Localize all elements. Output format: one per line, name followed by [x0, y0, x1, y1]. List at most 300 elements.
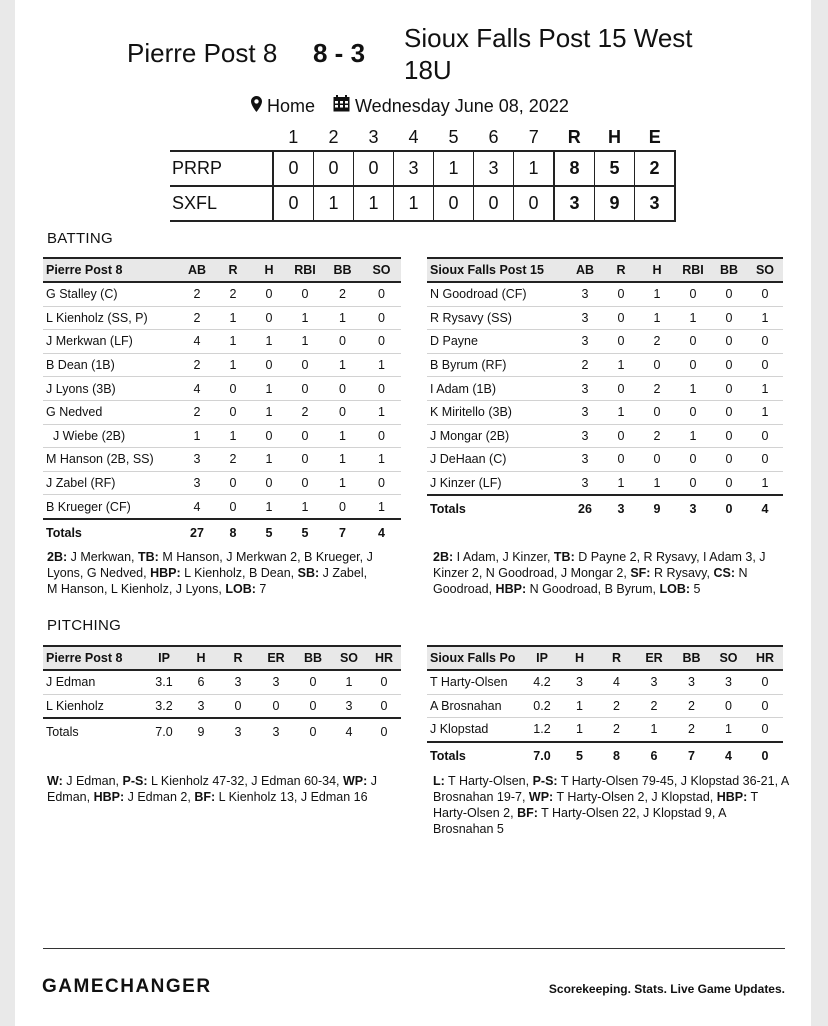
stat-cell: 0: [639, 448, 675, 472]
stat-cell: 3: [257, 670, 295, 694]
player-name: M Hanson (2B, SS): [43, 448, 179, 472]
stat-cell: 0: [747, 670, 783, 694]
stat-cell: 1: [287, 306, 323, 330]
stat-column-header: R: [219, 646, 257, 670]
stat-cell: 1: [747, 306, 783, 330]
note-label: HBP:: [93, 790, 125, 804]
stat-cell: 1: [251, 377, 287, 401]
stat-cell: 1: [747, 471, 783, 495]
stat-cell: 2: [215, 282, 251, 306]
home-batting-notes: [47, 549, 377, 597]
inning-runs: 0: [474, 186, 514, 221]
stat-cell: 3: [567, 400, 603, 424]
stat-cell: 0: [675, 471, 711, 495]
stat-cell: 0: [711, 424, 747, 448]
stat-column-header: BB: [323, 258, 362, 282]
stat-cell: 0: [323, 377, 362, 401]
stat-column-header: BB: [673, 646, 710, 670]
stat-cell: 1: [635, 718, 673, 742]
total-cell: 5: [561, 742, 598, 769]
stat-cell: 0: [251, 471, 287, 495]
stat-cell: 0: [323, 400, 362, 424]
note-text: J Edman 2,: [124, 790, 195, 804]
box-score-sheet: [15, 0, 811, 1026]
stat-cell: 0: [710, 694, 747, 718]
player-row: [427, 330, 783, 354]
total-cell: 27: [179, 519, 215, 546]
stat-cell: 1: [675, 424, 711, 448]
note-label: TB:: [138, 550, 159, 564]
stat-cell: 1: [331, 670, 367, 694]
stat-cell: 1: [747, 377, 783, 401]
team-column-header: Sioux Falls Po: [427, 646, 523, 670]
player-row: [43, 448, 401, 472]
line-score-header: 6: [488, 126, 499, 147]
stat-cell: 1: [362, 495, 401, 519]
total-cell: 5: [251, 519, 287, 546]
player-name: B Dean (1B): [43, 353, 179, 377]
stat-cell: 4.2: [523, 670, 561, 694]
player-name: J Lyons (3B): [43, 377, 179, 401]
player-row: [43, 282, 401, 306]
stat-cell: 0: [215, 400, 251, 424]
totals-row: [427, 742, 783, 769]
total-hits: 9: [595, 186, 635, 221]
stat-cell: 2: [179, 353, 215, 377]
player-row: [43, 694, 401, 718]
player-name: G Stalley (C): [43, 282, 179, 306]
stat-cell: 0: [367, 670, 401, 694]
stat-column-header: R: [603, 258, 639, 282]
inning-runs: 1: [354, 186, 394, 221]
stat-column-header: IP: [145, 646, 183, 670]
total-cell: 0: [367, 718, 401, 745]
location-pin-icon: [251, 96, 262, 117]
inning-runs: 1: [394, 186, 434, 221]
line-score-team: SXFL: [172, 193, 218, 213]
player-row: [43, 353, 401, 377]
note-label: LOB:: [659, 582, 691, 596]
stat-cell: 1: [323, 424, 362, 448]
stat-cell: 0: [215, 377, 251, 401]
stat-cell: 0: [295, 694, 331, 718]
stat-cell: 0: [251, 282, 287, 306]
player-name: R Rysavy (SS): [427, 306, 567, 330]
line-score-header: 7: [528, 126, 539, 147]
stat-cell: 3: [179, 448, 215, 472]
stat-cell: 0: [603, 377, 639, 401]
total-cell: 9: [183, 718, 219, 745]
stat-column-header: IP: [523, 646, 561, 670]
stat-cell: 6: [183, 670, 219, 694]
stat-column-header: SO: [362, 258, 401, 282]
stat-cell: 1: [251, 448, 287, 472]
stat-cell: 0: [287, 353, 323, 377]
stat-column-header: R: [598, 646, 635, 670]
stat-cell: 1: [362, 400, 401, 424]
stat-column-header: RBI: [675, 258, 711, 282]
total-errors: 3: [635, 186, 676, 221]
total-cell: 7: [673, 742, 710, 769]
player-name: J Wiebe (2B): [43, 424, 179, 448]
stat-column-header: SO: [331, 646, 367, 670]
note-text: T Harty-Olsen 79-45, J Klopstad 36-21, A Brosnahan 19-7,: [433, 774, 789, 804]
stat-column-header: HR: [367, 646, 401, 670]
inning-runs: 3: [394, 151, 434, 186]
stat-column-header: H: [251, 258, 287, 282]
total-cell: 8: [598, 742, 635, 769]
stat-cell: 4: [598, 670, 635, 694]
totals-row: [43, 519, 401, 546]
note-label: SB:: [297, 566, 320, 580]
stat-cell: 0: [711, 377, 747, 401]
note-text: J Zabel, M Hanson, L Kienholz, J Lyons,: [47, 566, 368, 596]
inning-runs: 0: [314, 151, 354, 186]
note-text: T Harty-Olsen 2, J Klopstad,: [553, 790, 717, 804]
away-batting-table: [427, 257, 783, 522]
stat-cell: 1: [323, 471, 362, 495]
stat-cell: 0: [362, 471, 401, 495]
team-column-header: Pierre Post 8: [43, 258, 179, 282]
note-label: BF:: [517, 806, 538, 820]
away-team-name: Sioux Falls Post 15 West 18U: [404, 23, 693, 85]
total-cell: 8: [215, 519, 251, 546]
stat-cell: 3: [567, 471, 603, 495]
away-pitching-notes: [433, 773, 789, 837]
stat-cell: 0: [362, 330, 401, 354]
stat-cell: 1: [251, 330, 287, 354]
note-label: BF:: [194, 790, 216, 804]
stat-cell: 2: [598, 694, 635, 718]
stat-cell: 1: [561, 694, 598, 718]
stat-cell: 2: [673, 718, 710, 742]
total-cell: 7: [323, 519, 362, 546]
line-score-header: 3: [368, 126, 379, 147]
total-cell: 3: [257, 718, 295, 745]
stat-cell: 2: [635, 694, 673, 718]
stat-cell: 0: [603, 330, 639, 354]
stat-cell: 1: [179, 424, 215, 448]
stat-cell: 2: [179, 282, 215, 306]
stat-cell: 0: [711, 353, 747, 377]
totals-label: Totals: [427, 742, 523, 769]
stat-cell: 0: [639, 400, 675, 424]
stat-cell: 0: [747, 718, 783, 742]
line-score-header: 4: [408, 126, 419, 147]
stat-cell: 0: [711, 400, 747, 424]
stat-cell: 0: [711, 330, 747, 354]
stat-column-header: ER: [635, 646, 673, 670]
stat-cell: 0: [675, 282, 711, 306]
stat-cell: 3: [567, 424, 603, 448]
total-cell: 3: [675, 495, 711, 522]
stat-cell: 1: [287, 495, 323, 519]
line-score-row: [170, 186, 675, 221]
note-label: 2B:: [47, 550, 68, 564]
stat-cell: 1: [362, 448, 401, 472]
stat-cell: 0: [747, 330, 783, 354]
note-label: HBP:: [495, 582, 527, 596]
stat-cell: 3.2: [145, 694, 183, 718]
player-name: B Byrum (RF): [427, 353, 567, 377]
stat-cell: 2: [639, 330, 675, 354]
player-row: [427, 306, 783, 330]
note-label: HBP:: [716, 790, 748, 804]
stat-cell: 3: [710, 670, 747, 694]
total-cell: 4: [331, 718, 367, 745]
stat-cell: 1: [603, 471, 639, 495]
note-text: I Adam, J Kinzer,: [453, 550, 554, 564]
player-name: J Edman: [43, 670, 145, 694]
stat-cell: 1: [323, 306, 362, 330]
note-label: WP:: [528, 790, 554, 804]
stat-column-header: HR: [747, 646, 783, 670]
total-cell: 7.0: [145, 718, 183, 745]
stat-cell: 1: [287, 330, 323, 354]
line-score-header: 1: [288, 126, 299, 147]
stat-cell: 0: [603, 448, 639, 472]
stat-cell: 3: [673, 670, 710, 694]
stat-cell: 0: [287, 282, 323, 306]
total-cell: 0: [747, 742, 783, 769]
away-pitching-table: [427, 645, 783, 769]
stat-cell: 3.1: [145, 670, 183, 694]
line-score-header: R: [567, 126, 581, 147]
player-row: [43, 471, 401, 495]
stat-cell: 0.2: [523, 694, 561, 718]
final-score: 8 - 3: [313, 38, 366, 68]
stat-cell: 2: [323, 282, 362, 306]
team-column-header: Sioux Falls Post 15: [427, 258, 567, 282]
note-text: J Merkwan,: [67, 550, 139, 564]
pitching-section-title: PITCHING: [47, 617, 122, 634]
player-name: A Brosnahan: [427, 694, 523, 718]
stat-cell: 0: [747, 448, 783, 472]
stat-cell: 0: [287, 471, 323, 495]
total-cell: 4: [362, 519, 401, 546]
total-cell: 7.0: [523, 742, 561, 769]
stat-cell: 0: [675, 448, 711, 472]
stat-cell: 1: [323, 448, 362, 472]
stat-cell: 0: [675, 400, 711, 424]
note-label: WP:: [343, 774, 368, 788]
stat-cell: 3: [183, 694, 219, 718]
player-row: [43, 330, 401, 354]
note-label: CS:: [713, 566, 735, 580]
line-score-row: [170, 151, 675, 186]
home-pitching-table: [43, 645, 401, 745]
stat-cell: 0: [251, 306, 287, 330]
stat-cell: 1: [215, 353, 251, 377]
stat-column-header: H: [561, 646, 598, 670]
stat-cell: 1: [603, 400, 639, 424]
totals-label: Totals: [43, 718, 145, 745]
player-name: L Kienholz (SS, P): [43, 306, 179, 330]
stat-cell: 1: [323, 353, 362, 377]
stat-cell: 2: [215, 448, 251, 472]
game-info: [251, 95, 569, 117]
line-score-header: H: [608, 126, 621, 147]
total-runs: 8: [554, 151, 595, 186]
stat-cell: 3: [219, 670, 257, 694]
player-name: I Adam (1B): [427, 377, 567, 401]
stat-cell: 0: [747, 282, 783, 306]
totals-row: [43, 718, 401, 745]
stat-cell: 1: [215, 424, 251, 448]
player-name: J Kinzer (LF): [427, 471, 567, 495]
player-row: [427, 400, 783, 424]
gamechanger-logo: GAMECHANGER: [42, 976, 212, 997]
stat-column-header: SO: [747, 258, 783, 282]
stat-cell: 0: [251, 353, 287, 377]
player-name: N Goodroad (CF): [427, 282, 567, 306]
player-row: [427, 694, 783, 718]
inning-runs: 0: [273, 186, 314, 221]
player-name: J Klopstad: [427, 718, 523, 742]
stat-column-header: R: [215, 258, 251, 282]
stat-cell: 1: [251, 495, 287, 519]
stat-cell: 3: [567, 377, 603, 401]
game-date: Wednesday June 08, 2022: [355, 95, 569, 116]
stat-cell: 0: [287, 448, 323, 472]
player-name: J Mongar (2B): [427, 424, 567, 448]
note-text: T Harty-Olsen 22, J Klopstad 9, A Brosnahan 5: [433, 806, 726, 836]
stat-cell: 0: [711, 282, 747, 306]
stat-cell: 0: [362, 306, 401, 330]
player-row: [427, 718, 783, 742]
stat-cell: 1: [639, 471, 675, 495]
line-score-table: [170, 124, 676, 222]
stat-cell: 1: [251, 400, 287, 424]
stat-cell: 1: [710, 718, 747, 742]
home-team-name: Pierre Post 8: [127, 38, 278, 68]
player-row: [427, 471, 783, 495]
inning-runs: 1: [514, 151, 555, 186]
note-text: T Harty-Olsen,: [444, 774, 533, 788]
total-cell: 0: [295, 718, 331, 745]
note-text: N Goodroad, B Byrum,: [526, 582, 660, 596]
stat-cell: 1: [215, 306, 251, 330]
stat-cell: 0: [323, 330, 362, 354]
note-text: L Kienholz 47-32, J Edman 60-34,: [147, 774, 343, 788]
stat-column-header: H: [183, 646, 219, 670]
home-batting-table: [43, 257, 401, 546]
stat-cell: 2: [598, 718, 635, 742]
line-score-team: PRRP: [172, 158, 223, 178]
player-row: [427, 670, 783, 694]
total-cell: 9: [639, 495, 675, 522]
stat-cell: 0: [362, 377, 401, 401]
player-row: [43, 306, 401, 330]
stat-cell: 4: [179, 377, 215, 401]
stat-cell: 0: [251, 424, 287, 448]
total-cell: 26: [567, 495, 603, 522]
stat-column-header: BB: [295, 646, 331, 670]
player-name: J DeHaan (C): [427, 448, 567, 472]
stat-cell: 0: [367, 694, 401, 718]
stat-cell: 0: [219, 694, 257, 718]
stat-column-header: H: [639, 258, 675, 282]
stat-cell: 0: [215, 495, 251, 519]
total-hits: 5: [595, 151, 635, 186]
note-label: P-S:: [532, 774, 558, 788]
totals-label: Totals: [427, 495, 567, 522]
player-row: [427, 424, 783, 448]
stat-cell: 0: [711, 448, 747, 472]
player-name: G Nedved: [43, 400, 179, 424]
player-row: [43, 377, 401, 401]
inning-runs: 0: [434, 186, 474, 221]
stat-cell: 4: [179, 330, 215, 354]
footer-tagline: Scorekeeping. Stats. Live Game Updates.: [548, 982, 785, 996]
total-errors: 2: [635, 151, 676, 186]
note-label: L:: [433, 774, 445, 788]
note-text: M Hanson, J Merkwan 2, B Krueger, J Lyons, G Nedved,: [47, 550, 373, 580]
stat-cell: 0: [747, 353, 783, 377]
away-batting-notes: [433, 549, 783, 597]
inning-runs: 1: [314, 186, 354, 221]
stat-cell: 1: [362, 353, 401, 377]
stat-cell: 0: [675, 353, 711, 377]
player-row: [43, 400, 401, 424]
stat-cell: 0: [639, 353, 675, 377]
stat-cell: 2: [179, 306, 215, 330]
totals-label: Totals: [43, 519, 179, 546]
stat-cell: 0: [675, 330, 711, 354]
stat-cell: 0: [215, 471, 251, 495]
player-row: [43, 424, 401, 448]
note-text: 7: [255, 582, 267, 596]
note-label: W:: [47, 774, 63, 788]
stat-cell: 0: [711, 306, 747, 330]
stat-column-header: RBI: [287, 258, 323, 282]
stat-cell: 0: [362, 424, 401, 448]
note-text: N Goodroad,: [433, 566, 748, 596]
stat-cell: 0: [747, 424, 783, 448]
stat-cell: 4: [179, 495, 215, 519]
note-text: 5: [690, 582, 701, 596]
stat-cell: 3: [567, 330, 603, 354]
total-cell: 3: [603, 495, 639, 522]
stat-cell: 0: [323, 495, 362, 519]
stat-cell: 3: [567, 282, 603, 306]
stat-cell: 2: [179, 400, 215, 424]
note-text: L Kienholz 13, J Edman 16: [215, 790, 368, 804]
note-label: HBP:: [150, 566, 181, 580]
team-column-header: Pierre Post 8: [43, 646, 145, 670]
note-label: SF:: [630, 566, 651, 580]
total-cell: 4: [747, 495, 783, 522]
note-label: P-S:: [122, 774, 148, 788]
stat-cell: 1: [675, 306, 711, 330]
note-text: R Rysavy,: [650, 566, 714, 580]
stat-column-header: SO: [710, 646, 747, 670]
note-label: 2B:: [433, 550, 454, 564]
stat-cell: 0: [287, 424, 323, 448]
stat-cell: 1: [639, 306, 675, 330]
stat-cell: 0: [603, 282, 639, 306]
stat-cell: 0: [711, 471, 747, 495]
stat-cell: 1: [747, 400, 783, 424]
stat-cell: 1: [639, 282, 675, 306]
stat-cell: 2: [567, 353, 603, 377]
stat-cell: 3: [179, 471, 215, 495]
player-row: [427, 282, 783, 306]
stat-cell: 0: [747, 694, 783, 718]
inning-runs: 1: [434, 151, 474, 186]
inning-runs: 0: [514, 186, 555, 221]
stat-column-header: ER: [257, 646, 295, 670]
